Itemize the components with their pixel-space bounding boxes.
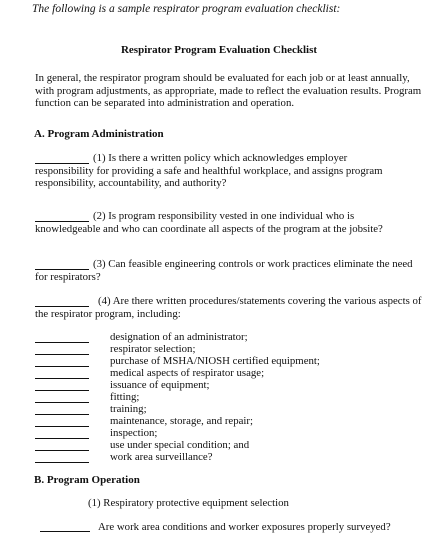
intro-paragraph: In general, the respirator program should be evaluated for each job or at least annually, with program adjustments, as appropriate, made to reflect the evaluation results. Program function can be separated into administration and operation. [35,72,422,110]
intro-note: The following is a sample respirator program evaluation checklist: [32,3,341,15]
answer-blank-sub-2[interactable] [35,354,89,355]
sub-item-7: training; [110,403,147,415]
document-title: Respirator Program Evaluation Checklist [120,44,318,56]
sub-item-6: fitting; [110,391,140,403]
sub-item-11: work area surveillance? [110,451,213,463]
question-4: (4) Are there written procedures/statements covering the various aspects of the respirator program, including: [35,295,422,320]
answer-blank-sub-3[interactable] [35,366,89,367]
answer-blank-sub-9[interactable] [35,438,89,439]
sub-item-2: respirator selection; [110,343,196,355]
sub-item-4: medical aspects of respirator usage; [110,367,265,379]
section-b-question-1: Are work area conditions and worker exposures properly surveyed? [98,521,391,533]
answer-blank-sub-10[interactable] [35,450,89,451]
sub-item-3: purchase of MSHA/NIOSH certified equipment; [110,355,320,367]
question-2: (2) Is program responsibility vested in one individual who is knowledgeable and who can coordinate all aspects of the program at the jobsite? [35,210,383,235]
answer-blank-sub-4[interactable] [35,378,89,379]
question-1: (1) Is there a written policy which acknowledges employer responsibility for providing a safe and healthful workplace, and assigns program responsibility, accountability, and authority? [35,152,383,190]
answer-blank-sub-1[interactable] [35,342,89,343]
answer-blank-b1[interactable] [40,531,90,532]
question-3: (3) Can feasible engineering controls or work practices eliminate the need for respirators? [35,258,413,283]
section-b-heading: B. Program Operation [34,474,140,486]
answer-blank-sub-11[interactable] [35,462,89,463]
sub-item-10: use under special condition; and [110,439,250,451]
sub-item-5: issuance of equipment; [110,379,210,391]
answer-blank-sub-6[interactable] [35,402,89,403]
sub-item-8: maintenance, storage, and repair; [110,415,253,427]
section-a-heading: A. Program Administration [34,128,164,140]
answer-blank-sub-5[interactable] [35,390,89,391]
answer-blank-sub-8[interactable] [35,426,89,427]
sub-item-9: inspection; [110,427,158,439]
sub-item-1: designation of an administrator; [110,331,248,343]
answer-blank-sub-7[interactable] [35,414,89,415]
section-b-sub-heading: (1) Respiratory protective equipment selection [88,497,289,509]
